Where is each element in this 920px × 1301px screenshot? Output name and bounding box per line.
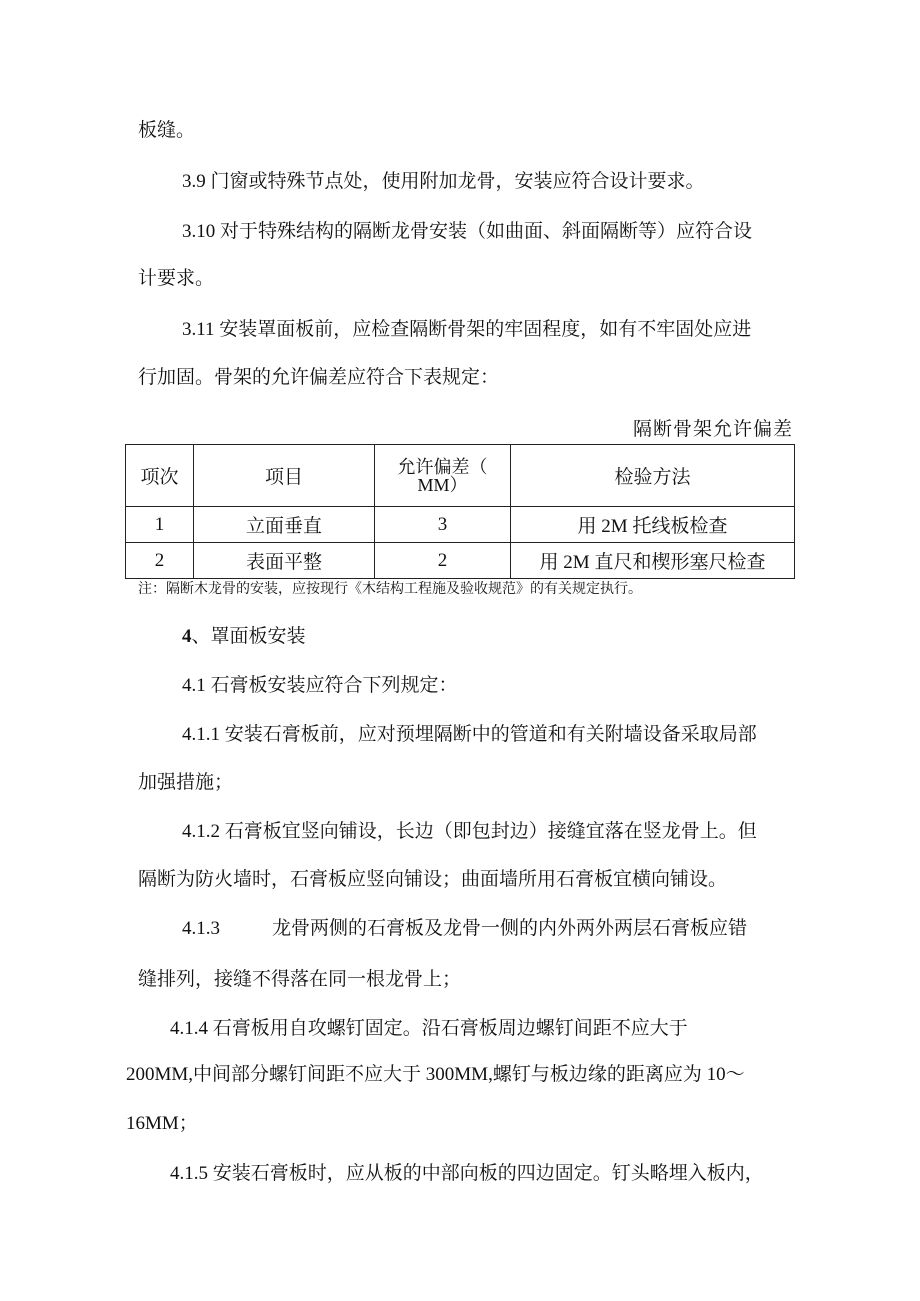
clause-text: 龙骨两侧的石膏板及龙骨一侧的内外两外两层石膏板应错 [272, 918, 748, 939]
table-note: 注：隔断木龙骨的安装，应按现行《木结构工程施及验收规范》的有关规定执行。 [138, 582, 642, 597]
paragraph-line: 缝排列，接缝不得落在同一根龙骨上； [138, 969, 462, 990]
paragraph-line [182, 917, 747, 941]
paragraph-line: 隔断为防火墙时，石膏板应竖向铺设；曲面墙所用石膏板宜横向铺设。 [138, 869, 728, 890]
cell-tolerance: 2 [375, 543, 511, 579]
cell-item: 立面垂直 [194, 507, 375, 543]
header-tolerance-line2: MM） [417, 474, 468, 495]
paragraph-line: 4.1 石膏板安装应符合下列规定： [182, 675, 458, 696]
header-cell: 项目 [194, 445, 375, 507]
section-heading [182, 625, 306, 649]
header-cell: 检验方法 [511, 445, 795, 507]
paragraph-line: 行加固。骨架的允许偏差应符合下表规定： [138, 367, 500, 388]
paragraph-line: 4.1.4 石膏板用自攻螺钉固定。沿石膏板周边螺钉间距不应大于 [170, 1018, 688, 1039]
cell-tolerance: 3 [375, 507, 511, 543]
section-heading-text: 、罩面板安装 [191, 626, 306, 647]
cell-no: 1 [126, 507, 194, 543]
paragraph-line: 3.9 门窗或特殊节点处，使用附加龙骨，安装应符合设计要求。 [182, 171, 705, 192]
table-row [126, 507, 795, 543]
paragraph-line: 4.1.5 安装石膏板时，应从板的中部向板的四边固定。钉头略埋入板内， [170, 1163, 764, 1184]
cell-no: 2 [126, 543, 194, 579]
table-header-row [126, 445, 795, 507]
section-heading-number: 4 [182, 626, 192, 647]
paragraph-line: 板缝。 [138, 120, 196, 141]
table-caption: 隔断骨架允许偏差 [632, 419, 793, 440]
header-cell: 项次 [126, 445, 194, 507]
clause-number: 4.1.3 [182, 918, 220, 939]
paragraph-line: 计要求。 [138, 268, 215, 289]
paragraph-line: 4.1.2 石膏板宜竖向铺设，长边（即包封边）接缝宜落在竖龙骨上。但 [182, 821, 757, 842]
paragraph-line: 3.11 安装罩面板前，应检查隔断骨架的牢固程度，如有不牢固处应进 [182, 319, 752, 340]
header-cell-tolerance [375, 445, 511, 507]
cell-method: 用 2M 托线板检查 [511, 507, 795, 543]
paragraph-line: 加强措施； [138, 772, 234, 793]
deviation-table [125, 444, 795, 579]
header-tolerance-line1: 允许偏差（ [397, 456, 488, 477]
cell-method: 用 2M 直尺和楔形塞尺检查 [511, 543, 795, 579]
paragraph-line: 16MM； [126, 1113, 198, 1134]
table-row [126, 543, 795, 579]
paragraph-line: 4.1.1 安装石膏板前，应对预埋隔断中的管道和有关附墙设备采取局部 [182, 724, 757, 745]
paragraph-line: 200MM,中间部分螺钉间距不应大于 300MM,螺钉与板边缘的距离应为 10～ [126, 1064, 745, 1085]
cell-item: 表面平整 [194, 543, 375, 579]
paragraph-line: 3.10 对于特殊结构的隔断龙骨安装（如曲面、斜面隔断等）应符合设 [182, 221, 753, 242]
